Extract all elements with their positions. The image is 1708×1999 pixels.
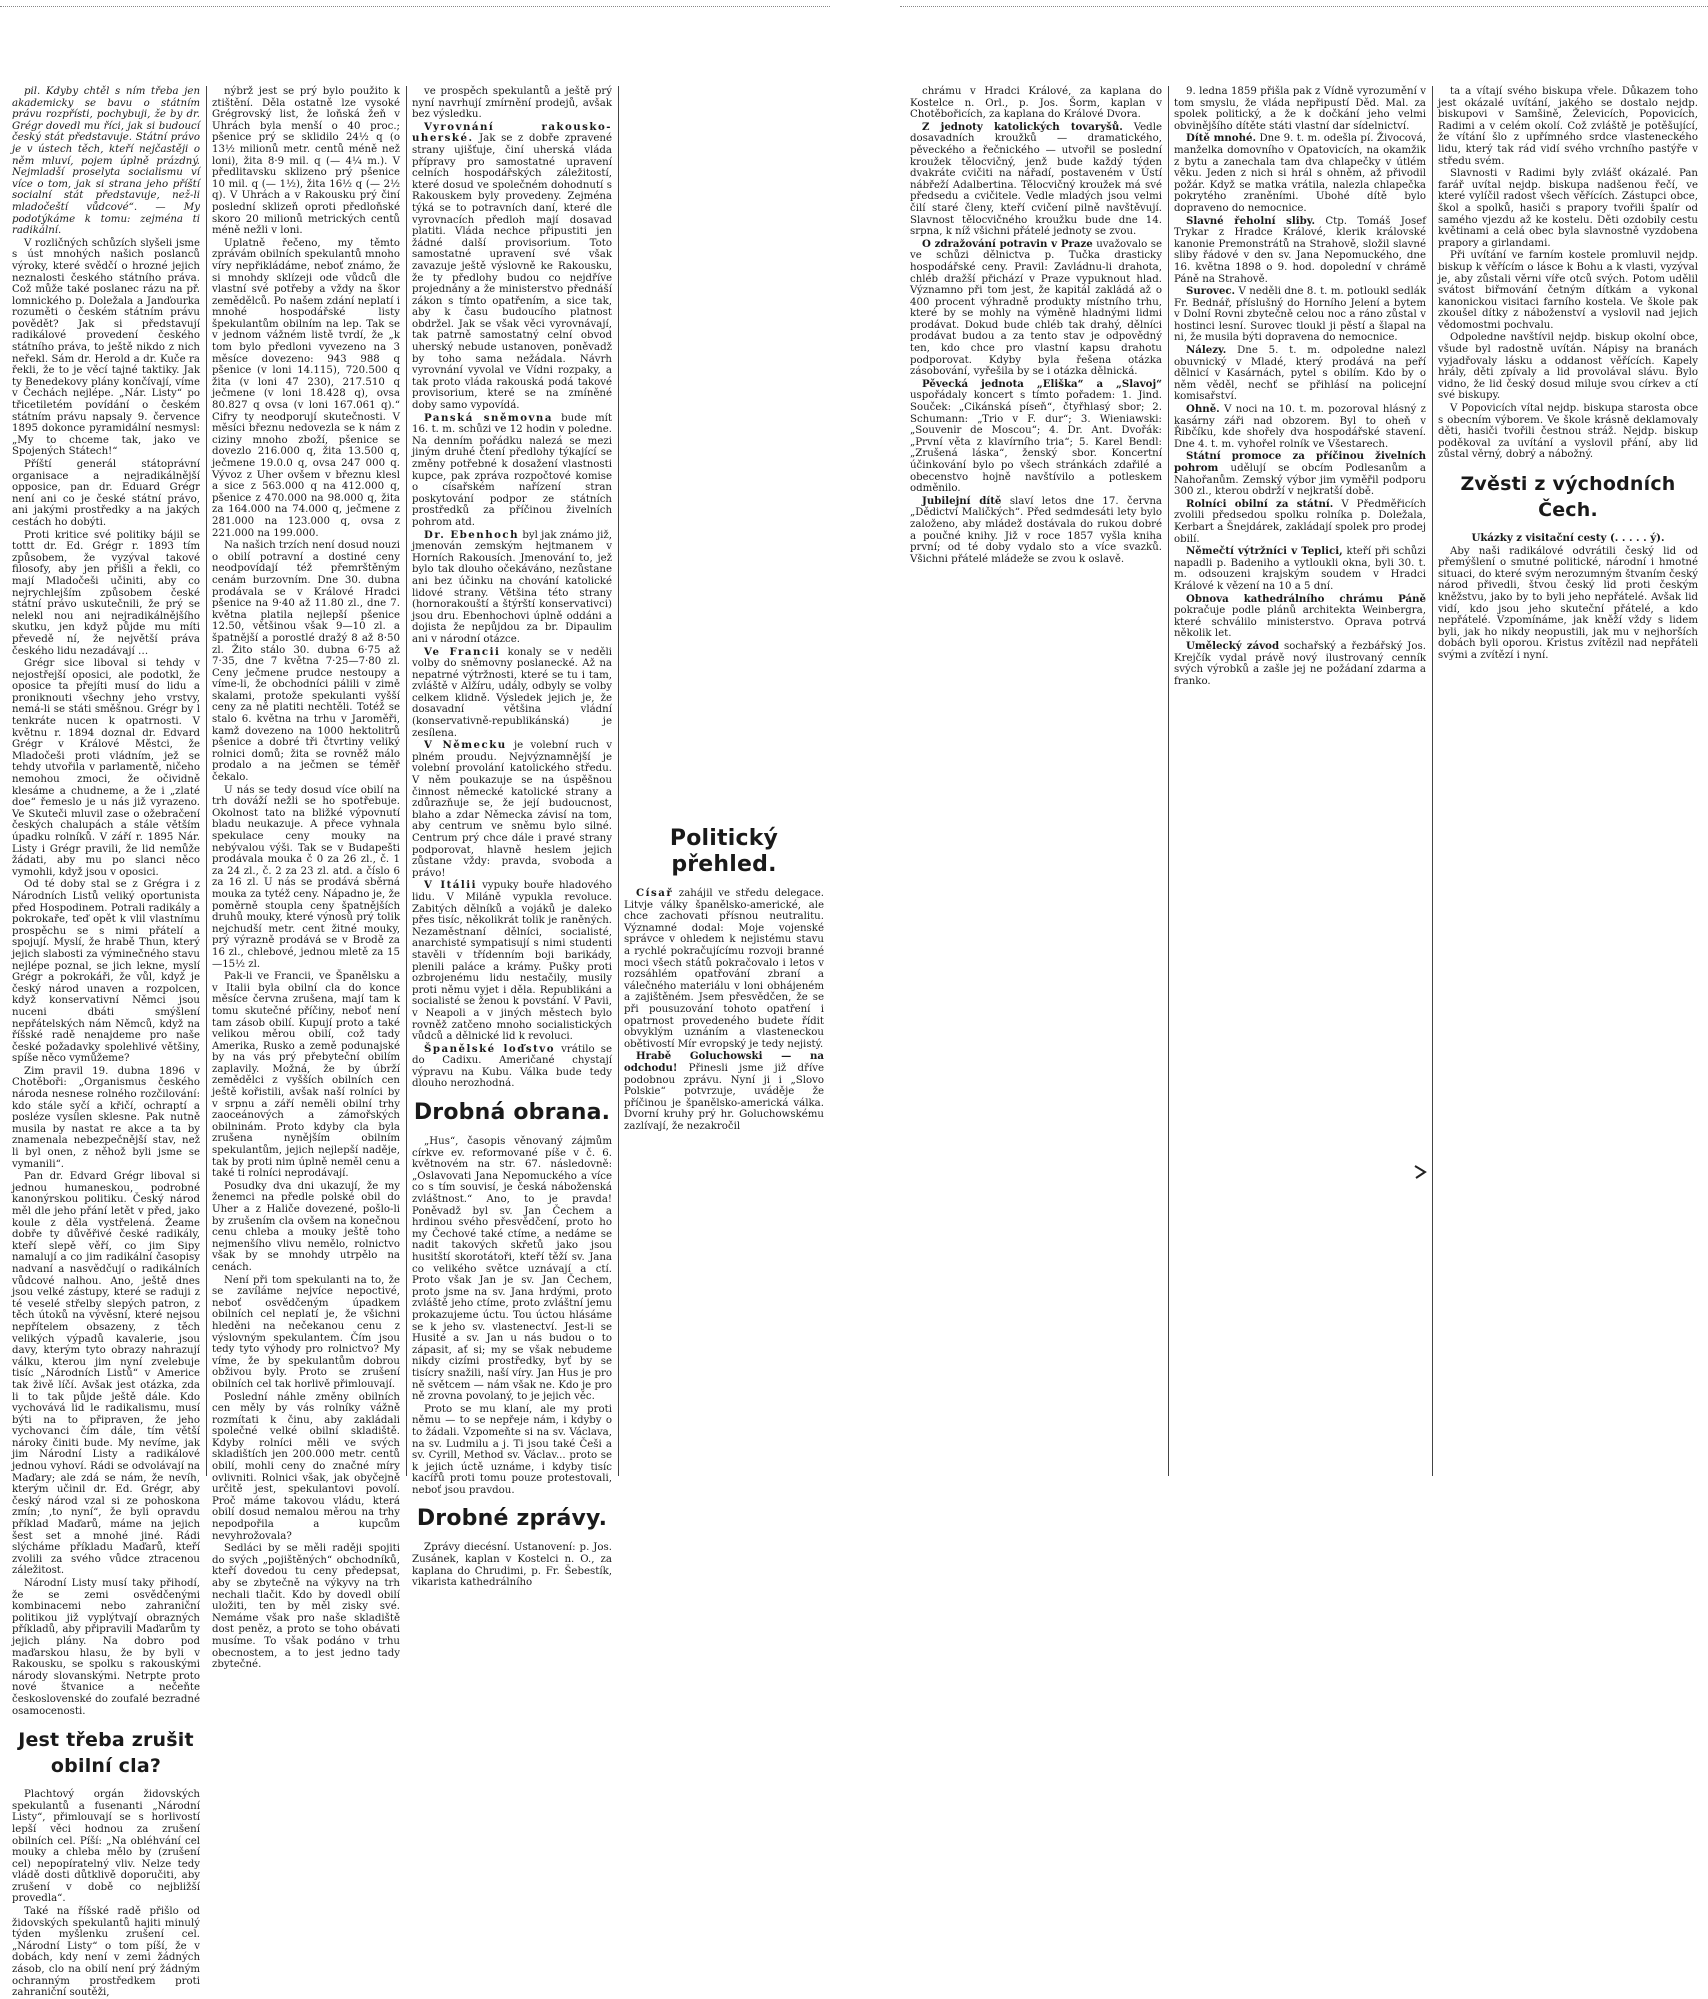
news-text: je volební ruch v plném proudu. Nejvýznamnější je volební provolání katolického středu. V něm poukazuje se na úspěšnou činnost německé katolické strany a zdůrazňuje se, že její budoucnost, blaho a zdar Německa závisí na tom, aby centrum ve sněmu bylo silné. Centrum prý chce dále i pravé strany podporovat, hlavně heslem jejich zůstane vždy: pravda, svoboda a právo! (412, 740, 612, 879)
article-paragraph: Plachtový orgán židovských spekulantů a fusenanti „Národní Listy“, přimlouvají se s horlivostí lepší věci hodnou za zrušení obilních cel. Píší: „Na obléhvání cel mouky a chleba mělo by (zrušení cel) nepopíratelný vliv. Nelze tedy vládě dosti důtklivě doporučiti, aby zrušení v době co nejbližší provedla“. (12, 1789, 200, 1905)
news-text: V neděli dne 8. t. m. potloukl sedlák Fr. Bednář, příslušný do Horního Jelení a bytem v Dolní Rovni zbytečně celou noc a ráno zůstal v hostinci lesní. Surovec tloukl ji pěstí a šlapal na ni, že musila býti dopravena do nemocnice. (1174, 286, 1426, 344)
right-col-1 (910, 86, 1162, 1476)
news-title: Z jednoty katolických tovaryšů. (922, 120, 1123, 133)
column-rule (618, 86, 619, 1476)
article-paragraph: V Popovicích vítal nejdp. biskupa starosta obce s obecním výborem. Ve škole krásně deklamovaly děti, hasiči tvořili čestnou stráž. Nejdp. biskup poděkoval za uvítání a vyslovil přání, aby lid zůstal věrný, dobrý a nábožný. (1438, 403, 1698, 461)
news-text: uvažovalo se ve schůzi dělnictva p. Tučka drasticky hospodářské ceny. Pravil: Zavládnu-li drahota, chléb dražší přichází v Praze vypuknout hlad. Významno při tom jest, že kapitál zakládá až o 400 procent výhradně produkty místního trhu, které by se mohly na výměně hladnými lidmi prodávat. Dokud bude chléb tak drahý, dělníci prodávat budou a za tento stav je odpovědný ten, kdo chce pro vlastní kapsu drahotu podporovat. Kdyby byla řešena otázka zásobování, vyřešila by se i otázka dělnická. (910, 238, 1162, 378)
left-col-1 (12, 86, 200, 1999)
news-text: bude mít 16. t. m. schůzi ve 12 hodin v poledne. Na denním pořádku nalezá se mezi jiným druhé čtení předlohy týkající se změny potřebné k dosažení vlastnosti kupce, pak zpráva rozpočtové komise o císařském nařízení stran poskytování podpor ze státních prostředků za příčinou živelních pohrom atd. (412, 412, 612, 528)
news-text: zahájil ve středu delegace. Litvje války španělsko-americké, ale chce zachovati přísnou neutralitu. Významné dodal: Moje vojenské správce v ohledem k nejistému stavu a rychlé pokračujícímu rozvoji branné moci všech států pokračovalo i letos v rozsáhlém opatřování zbraní a válečného materiálu v loni obhájeném a zajištěném. Jsem přesvědčen, že se při pousuzování tohoto opatření i opatrnost provedeného budete řídit obvyklým uznáním a vlasteneckou obětivostí Mír evropský je tedy nejistý. (624, 888, 824, 1050)
section-heading: Drobné zprávy. (416, 1506, 608, 1532)
news-title: Hrabě Goluchowski — na odchodu! (624, 1050, 824, 1074)
article-paragraph: Odpoledne navštívil nejdp. biskup okolní obce, všude byl radostně uvítán. Nápisy na branách vyjadřovaly lásku a oddanost věřících. Kapely hrály, děti zpívaly a lid provolával slávu. Bylo vidno, že lid český dosud miluje svou církev a ctí své biskupy. (1438, 332, 1698, 402)
article-paragraph: „Hus“, časopis věnovaný zájmům církve ev. reformované píše v č. 6. květnovém na str. 67. následovně: „Oslavovati Jana Nepomuckého a více co s tím souvisí, je česká náboženská zvláštnost.“ Ano, to je pravda! Poněvadž byl sv. Jan Čechem a hrdinou svého přesvědčení, proto ho my Čechové také ctíme, a nedáme se nadit takových skřetů jako jsou husitští skorotátoři, kteří těží sv. Jana co velikého světce uznávají a ctí. Proto však Jan je sv. Jan Čechem, proto jsme na sv. Jana hrdými, proto zvláště jeho ctíme, proto zvláštní jemu prokazujeme úctu. Tou úctou hlásáme se k jeho sv. vlastenectví. Jest-li se Husité a sv. Jan u nás budou o to zápasit, ať si; my se však nebudeme nikdy cizími prostředky, byť by se tisícry snažili, naší víry. Jan Hus je pro ně světcem — nám však ne. Kdo je pro ně zrovna povolaný, to je jejich věc. (412, 1136, 612, 1403)
news-text: slaví letos dne 17. června „Dědictví Maličkých“. Před sedmdesáti lety bylo založeno, aby mládež dostávala do rukou dobré a poučné knihy. Již v roce 1857 vyšla kniha první; od té doby vydalo sto a více svazků. Všichni přátelé mládeže se zvou k oslavě. (910, 495, 1162, 565)
news-title: Slavné řeholní sliby. (1186, 214, 1316, 227)
news-title: O zdražování potravin v Praze (922, 237, 1093, 250)
news-title: Ohně. (1186, 403, 1220, 416)
news-text: vrátilo se do Cadixu. Američané chystají výpravu na Kubu. Válka bude tedy dlouho nerozhodná. (412, 1043, 612, 1090)
news-text: uspořádaly koncert s tímto pořadem: 1. Jind. Souček: „Cikánská píseň“, čtyřhlasý sbor; 2. Schumann: „Trio v F. dur“; 3. Wieniawski: „Souvenir de Moscou“; 4. Dr. Ant. Dvořák: „První věta z klavírního tria“; 5. Karel Bendl: „Zrušená láska“, ženský sbor. Koncertní účinkování bylo po všech stránkách zdařilé a obecenstvo hojně navštívilo a potleskem odměnilo. (910, 390, 1162, 495)
column-rule (1168, 86, 1169, 1476)
article-paragraph: Poslední náhle změny obilních cen měly by vás rolníky vážně rozmítati k činu, aby zakládali společné velké obilní skladiště. Kdyby rolníci měli ve svých skladištích jen 200.000 metr. centů obilí, mohli ceny do značné míry ovlivniti. Rolnici však, jak obyčejně určitě jest, spekulantovi povolí. Proč máme takovou vládu, která obilí dosud nemalou měrou na trhy nepodpořila a kupcům nevyhrožovala? (212, 1391, 400, 1542)
column-rule (206, 86, 207, 1476)
article-text: ve prospěch spekulantů a ještě prý nyní navrhují zmírnění prodejů, avšak bez výsledku. (412, 86, 612, 121)
news-title: Surovec. (1186, 285, 1236, 298)
article-paragraph: Příští generál státoprávní organisace a nejradikálnější opposice, pan dr. Eduard Grégr není ani co je české státní právo, ani jakými prostředky a na jakých cestách ho dobýti. (12, 459, 200, 528)
news-title: V Itálii (424, 879, 478, 892)
news-text: sochařský a řezbářský Jos. Krejčík vydal právě nový ilustrovaný cenník svých výrobků a zašle jej ne požádaní zdarma a franko. (1174, 640, 1426, 687)
news-text: vypuky bouře hladového lidu. V Miláně vypukla revoluce. Zabitých dělníků a vojáků je daleko přes tisíc, několikrát tolik je raněných. Nezaměstnaní dělníci, socialisté, anarchisté sympatisují s nimi studenti stavěli v třídenním boji barikády, plenili paláce a krámy. Pušky proti ozbrojenému lidu nestačily, musily proti němu vyjet i děla. Republikáni a socialisté se ženou k povstání. V Pavii, v Neapoli a v jiných městech bylo rovněž zatčeno mnoho socialistických vůdců a dělnické lid k revoluci. (412, 880, 612, 1043)
article-paragraph: Při uvítání ve farním kostele promluvil nejdp. biskup k věřícím o lásce k Bohu a k vlasti, vyzýval je, aby zůstali věrni víře otců svých. Potom udělil svátost biřmování četným dítkám a vykonal kanonickou visitaci farního kostela. Ve škole pak zkoušel dítky z náboženství a vyslovil nad jejich vědomostmi pochvalu. (1438, 250, 1698, 331)
news-text: Dne 5. t. m. odpoledne nalezl obuvnický v Mladé, který prodává na peří dělnicí v Kasárnách, pytel s obilím. Kdo by o něm věděl, nechť se přihlásí na policejní komisařství. (1174, 345, 1426, 403)
news-title: V Německu (424, 739, 507, 752)
page-top-edge (900, 0, 1708, 7)
right-col-2 (1174, 86, 1426, 1476)
news-text: V noci na 10. t. m. pozoroval hlásný z kasárny záři nad obzorem. Byl to oheň v Řibčíku, kde shořely dva hospodářské stavení. Dne 4. t. m. vyhořel rolník ve Všestarech. (1174, 404, 1426, 450)
section-heading: Drobná obrana. (413, 1100, 611, 1126)
news-title: Obnova kathedrálního chrámu Páně (1186, 592, 1426, 605)
left-col-4 (624, 86, 824, 1476)
column-rule (406, 86, 407, 1476)
news-text: V Předměřicích zvolili předsedou spolku rolníka p. Doležala, Kerbart a Šnejdárek, zakládají spolek pro prodej obilí. (1174, 498, 1427, 545)
article-paragraph: Sedláci by se měli raději spojiti do svých „pojištěných“ obchodníků, kteří dovedou tu ceny předepsat, aby se zbytečně na výkyvy na trh nechali tlačit. Kdo by dovedl obilí uložiti, ten by měl zisky své. Nemáme však pro naše skladiště dost peněz, a proto se toho obávati musíme. To však podáno v trhu obecnostem, a to jest jedno tady zbytečné. (212, 1543, 400, 1671)
article-paragraph: Také na říšské radě přišlo od židovských spekulantů hajiti minulý týden myšlenku zrušení cel. „Národní Listy“ o tom píší, že v dobách, kdy není v zemi žádných zásob, clo na obilí není prý žádným ochranným prostředkem proti zahraniční soutěži, (12, 1906, 200, 1999)
news-title: Státní promoce za příčinou živelních pohrom (1174, 450, 1426, 474)
article-paragraph: Aby naši radikálové odvrátili český lid od přemýšlení o smutné politické, národní i hmotné situaci, do které svým nerozumným štvaním český národ přivedli, štvou český lid proti českým kněžstvu, jako by to byli jeho nepřátelé. Avšak lid vidí, kdo jsou jeho skuteční přátelé, a kdo nepřátelé. Vzpomínáme, jak kněží vždy s lidem byli, jak ho nikdy neopustili, jak mu v nejhorších dobách byli oporou. Kristus zvítězil nad nepřáteli svými a zvítězí i nyní. (1438, 545, 1698, 661)
right-col-3 (1438, 86, 1698, 1476)
section-heading: Zvěsti z východních Čech. (1460, 473, 1676, 521)
section-heading: Jest třeba zrušit obilní cla? (18, 1729, 194, 1778)
news-title: Dr. Ebenhoch (424, 528, 520, 541)
article-paragraph: Proti kritice své politiky bájil se tottt dr. Ed. Grégr r. 1893 tím způsobem, že vyzýval takové filosofy, aby jen přišli a řekli, co mají Mladočeši učiniti, aby co nejrychlejším způsobem české státní právo uskutečnili, že prý se nelekl nou ani nejradikálnějšího skutku, jen když půjde mu míti převedě ní, že největší práva českého lidu nezadávají … (12, 529, 200, 657)
article-paragraph: nýbrž jest se prý bylo použito k ztištění. Děla ostatně lze vysoké Grégrovský list, že loňská žeň v Uhrách byla menší o 40 proc.; pšenice prý se sklidilo 24½ q (o 13½ milionů metr. centů méně než loni), žita 8·9 mil. q (— 4¼ m.). V předlitavsku sklizeno prý pšenice 10 mil. q (— 1½), žita 16½ q (— 2½ q). V Uhrách a v Rakousku prý činí poslední sklizeň oproti předloňské skoro 20 milionů metrických centů méně nežli v loni. (212, 86, 400, 237)
news-title: Jubilejní dítě (922, 494, 1002, 507)
news-title: Panská sněmovna (424, 411, 553, 424)
article-paragraph: Grégr sice liboval si tehdy v nejostřejší oposici, ale podotkl, že oposice ta přejíti musí do lidu a proniknouti všechny jeho vrstvy, nemá-li se státi směšnou. Grégr by l tenkráte nucen k opatrnosti. V květnu r. 1894 doznal dr. Edvard Grégr v Králové Městci, že Mladočeši proti vládním, jež se tehdy utvořila v parlamentě, ničeho nemohou zmoci, že očividně klesáme a chudneme, a že i „zlaté doe“ řemeslo je u nás již vyrazeno. Ve Skuteči mluvil zase o ožebračení českých chalupách a stále větším úpadku rolníků. V září r. 1895 Nár. Listy i Grégr pravili, že lid nemůže žádati, aby mu po slanci něco vymohli, když jsou v oposici. (12, 658, 200, 878)
article-subheading: Ukázky z visitační cesty (. . . . . ý). (1471, 532, 1665, 544)
article-paragraph: Pan dr. Edvard Grégr liboval si jednou humaneskou, podrobné kanonýrskou politiku. Český národ měl dle jeho přání letět v před, jako koule z děla vystřelená. Žeame dobře ty důvěřivé české radikály, kteří slepě věří, co jim Sipy namalují a co jim radikální časopisy nadvaní a nasvědčují o radikálních vůdcové nalhou. Ano, ještě dnes jsou velké zástupy, které se raduji z té veselé střelby slepých patron, z těch útoků na vývěsní, které nejsou nepřítelem obsazeny, z těch velikých výpadů kavalerie, jsou davy, kterým tyto obrazy nahrazují válku, kterou jim nyní zvelebuje tisíc „Národních Listů“ v Americe tak živě líčí. Avšak jest otázka, zda li to tak půjde ještě dále. Kdo vychovává lid le radikalismu, musí býti na to připraven, že jeho vychovanci čím dále, tím větší nároky činiti bude. My nevíme, jak jim Národní Listy a radikálové jednou vyhoví. Rádi se odvolávají na Maďary; ale zdá se nám, že nevíh, kterým učinil dr. Ed. Grégr, aby český národ vzal si ze pohoskona zmín; ‚to nyní“, že byli opravdu příklad Maďarů, máme na jejich šest set a mnohé jiné. Rádi slýcháme příkladu Maďarů, kteří zvolili za svého vůdce ztracenou záležitost. (12, 1171, 200, 1577)
news-text: udělují se obcím Podlesanům a Nahořanům. Zemský výbor jim vyměřil podporu 300 zl., kterou obdrží v nejkratší době. (1174, 463, 1426, 498)
news-title: Pěvecká jednota „Eliška“ a „Slavoj“ (922, 377, 1162, 390)
article-paragraph: Zprávy diecésní. Ustanovení: p. Jos. Zusánek, kaplan v Kostelci n. O., za kaplana do Chrudimi, p. Fr. Šebestík, vikarista kathedrálního (412, 1542, 612, 1589)
news-text: Vedle dosavadních kroužků — dramatického, pěveckého a řečnického — utvořil se poslední kroužek tělocvičný, jenž bude každý týden dvakráte cvičiti na nářadí, postaveném v Ústí nábřeží Adalbertina. Tělocvičný kroužek má své předsedu a cvičitele. Vedle mladých jsou velmi čilí staré členy, kteří cvičení pilně navštěvují. Slavnost tělocvičného kroužku bude dne 14. srpna, k níž všichni přátelé jednoty se zvou. (910, 121, 1162, 238)
right-page (900, 0, 1708, 1500)
article-paragraph: Posudky dva dni ukazují, že my ženemci na předle polské obil do Uher a z Haliče dovezené, pošlo-li by zrušením cla ovšem na konečnou cenu chleba a mouky ještě toho nejmenšího vlivu nemělo, rolnictvo však by se mnohdy utrpělo na cenách. (212, 1180, 400, 1273)
news-text: Dne 9. t. m. odešla pí. Živocová, manželka domovního v Opatovicích, na okamžik z bytu a zanechala tam dva chlapečky v útlém věku. Jeden z nich si hrál s ohněm, až přivodil požár. Když se matka vrátila, nalezla chlapečka pokrytého zraněními. Ubohé dítě bylo dopraveno do nemocnice. (1174, 133, 1426, 214)
article-paragraph: Pak-li ve Francii, ve Španělsku a v Italii byla obilní cla do konce měsíce června zrušena, mají tam k tomu skutečné příčiny, neboť není tam zásob obilí. Kupují proto a také velikou měrou obilí, což tady Amerika, Rusko a země podunajské by na vás prý přebyteční obilím zaplavily. Možná, že by úbrží zemědělci z vyšších obilních cen ještě kořistili, avšak naší rolníci by v srpnu a září neměli obilní trhy zaoceánových a zámořských obilninám. Proto kdyby cla byla zrušena nynějším obilním spekulantům, jejich nejlepší naděje, tak by proti nim úplně neměl cenu a také ti rolníci neprodávají. (212, 971, 400, 1180)
article-text: pil. Kdyby chtěl s ním třeba jen akademicky se bavu o státním právu rozpřísti, pochybuji, že by dr. Grégr dovedl mu říci, jak si budoucí český stát představuje. Státní právo je v ústech těch, kteří nejčastěji o něm mluví, pojem úplně prázdný. Nejmladší proselyta socialismu ví více o tom, jak si strana jeho příští socialní stát představuje, než-li mladočeští vůdcové“. — My podotýkáme k tomu: zejména ti radikální. (12, 86, 200, 237)
margin-check-mark (1413, 1162, 1435, 1180)
left-page (0, 0, 830, 1999)
article-paragraph: Není při tom spekulanti na to, že se zavíláme nejvíce nepoctivé, neboť osvědčeným úpadkem obilních cel neplatí je, že všichni hleděni na nečekanou cenu z výslovným spekulantem. Čím jsou tedy tyto výhody pro rolnictvo? My víme, že by spekulantům dobrou obživou byly. Proto se zrušení obilních cel tak horlivě přimlouvají. (212, 1274, 400, 1390)
article-paragraph: U nás se tedy dosud více obilí na trh dováží nežli se ho spotřebuje. Okolnost tato na bližké výpovnutí bladu neukazuje. A přece vyhnala spekulace ceny mouky na nebývalou výši. Tak se v Budapešti prodávala mouka č 0 za 26 zl., č. 1 za 24 zl., č. 2 za 23 zl. atd. a číslo 6 za 16 zl. U nás se prodává sběrná mouka za tytéž ceny. Nápadno je, že poměrně stoupla ceny špatnějších druhů mouky, které výnosů prý tolik nejchudší metr. cent žitné mouky, prý výrazně prodává se v Brodě za 16 zl., chlebové, jednou mletě za 15—15½ zl. (212, 784, 400, 970)
news-title: Němečtí výtržníci v Teplici, (1186, 545, 1343, 558)
article-paragraph: Národní Listy musí taky přihodí, že se zemi osvědčenými kombinacemi nebo zahraniční politikou již vyplýtvají obrazných příkladů, aby připravili Maďarům ty jejich plány. Na dobro pod maďarskou hlasu, že by byli v Rakousku, se spolku s rakouskými národy slovanskými. Netrpte proto nové štvanice a nečeňte československé do zoufalé bezradné osamocenosti. (12, 1578, 200, 1717)
news-title: Ve Francii (424, 645, 501, 658)
article-text: 9. ledna 1859 přišla pak z Vídně vyrozumění v tom smyslu, že vláda nepřipustí Děd. Mal. za spolek politický, a že k dočkání jeho velmi obvinějšího dítěte státi vlastní dar sídelnictví. (1174, 86, 1426, 132)
news-text: Ctp. Tomáš Josef Trykar z Hradce Králové, klerik královské kanonie Premonstrátů na Strahově, složil slavné sliby řádové v den sv. Jana Nepomuckého, dne 16. května 1898 o 9. hod. dopolední v chrámě Páně na Strahově. (1174, 215, 1427, 285)
left-col-3 (412, 86, 612, 1589)
news-text: Jak se z dobře zpravené strany ujišťuje, činí uherská vláda přípravy pro samostatné upravení celních hospodářských záležitostí, které dosud ve společném dohodnutí s Rakouskem byly provedeny. Zejména týká se to potravních daní, které dle vyrovnacích předloh mají dosavad platiti. Vláda nechce připustiti jen žádné další provisorium. Toto samostatné upravení své však zavazuje ještě výslovně ke Rakousku, že ty předlohy budou co nejdříve projednány a že ministerstvo přednáší zákon s tímto opatřením, a sice tak, aby k času budoucího platnost obdržel. Jak se však věci vyrovnávají, tak patrně samostatný celní obvod uherský nebude ustanoven, poněvadž by toho sama nežádala. Návrh vyrovnání vyvolal ve Vídni rozpaky, a tak proto vláda rakouská podá takové provisorium, které se na zmíněné doby samo vypovídá. (412, 133, 612, 412)
news-text: kteří při schůzi napadli p. Badeniho a vytloukli okna, byli 30. t. m. odsouzeni krajským soudem v Hradci Králové k vězení na 10 a 5 dní. (1174, 546, 1426, 592)
left-col-2 (212, 86, 400, 1671)
article-paragraph: Od té doby stal se z Grégra i z Národních Listů veliký oportunista před Hospodinem. Potrali radikály a pokrokaře, teď opět k vlil vlastnímu prospěchu se s nimi přátelí a spojují. Myslí, že hrabě Thun, který jejich slabosti za výminečného stavu nejlépe poznal, se jich lekne, myslí Grégr a pokrokáři, že vůl, když je český národ unaven a rozpolcen, když konservativní Němci jsou nuceni dbáti smýšlení nepřátelských nám Němců, když na říšské radě nenajdeme pro naše české požadavky spolehlivé většiny, spíše něco vymůžeme? (12, 879, 200, 1065)
news-title: Španělské loďstvo (424, 1042, 556, 1055)
news-title: Vyrovnání rakousko-uherské. (412, 120, 612, 145)
news-text: Přinesli jsme již dříve podobnou zprávu. Nyní ji i „Slovo Polskie“ potvrzuje, uváděje že příčinou je španělsko-americká válka. Dvorní kruhy prý hr. Goluchowskému zazlívají, že nezakročil (624, 1062, 824, 1132)
column-rule (1432, 86, 1433, 1476)
news-title: Rolníci obilní za státní. (1186, 497, 1334, 510)
news-text: byl jak známo již, jmenován zemským hejtmanem v Horních Rakousích. Jmenování to, jež bylo tak dlouho očekáváno, nezůstane ani bez účinku na chování katolické lidové strany. Většina této strany (hornorakouští a štýrští konservativci) jsou dru. Ebenhochovi úplně oddáni a dojista že nepůjdou za br. Dipaulim ani v národní otázce. (412, 529, 612, 645)
page-top-edge (0, 0, 830, 7)
news-text: konaly se v neděli volby do sněmovny poslanecké. Až na nepatrné výtržnosti, které se tu i tam, zvláště v Alžíru, udály, odbyly se volby celkem klidně. Výsledek jejich je, že dosavadní většina vládní (konservativně-republikánská) je zesílena. (412, 646, 612, 739)
article-paragraph: Zim pravil 19. dubna 1896 v Chotěboři: „Organismus českého národa nesnese rolného rozčilování: kdo stále syčí a křičí, ochraptí a posléze vysílen sklesne. Pak nutně musila by nastat re akce a ta by znamenala nebezpečnější stav, než li byl onen, z něhož byli jsme se vymanili“. (12, 1065, 200, 1170)
article-paragraph: Uplatně řečeno, my těmto zprávám obilních spekulantů mnoho víry nepřikládáme, neboť známo, že si mnohdy sklízeji ode vůdců dle vlastní své potřeby a vždy na škor zemědělců. Po našem zdání neplatí i mnohé hospodářské listy špekulantům obilním na lep. Tak se v jednom vážném listě tvrdí, že „k tom bylo předloni vyvezeno na 3 měsíce dovezeno: 943 988 q pšenice (v loni 14.115), 720.500 q žita (v loni 47 230), 217.510 q ječmene (v loni 18.428 q), ovsa 80.827 q ovsa (v loni 167.061 q).“ Cifry ty neodporují skutečnosti. V měsíci březnu nedovezla se k nám z ciziny mnoho zboží, pšenice se dovezlo 216.000 q, žita 13.500 q, ječmene 19.0.0 q, ovsa 247 000 q. Vývoz z Uher ovšem v březnu klesl a sice z 563.000 q na 412.000 q, pšenice z 470.000 na 98.000 q, žita za 164.000 na 74.000 q, ječmene z 281.000 na 123.000 q, ovsa z 221.000 na 199.000. (212, 237, 400, 539)
article-text: ta a vítají svého biskupa vřele. Důkazem toho jest okázalé uvítání, jakého se dostalo nejdp. biskupovi v Samšině, Želevicích, Popovicích, Radimi a v celém okolí. Což zvláště je potěšující, že vítání šlo z upřímného srdce vlasteneckého lidu, který tak rád vidí svého vrchního pastýře v středu svém. (1438, 86, 1698, 167)
article-paragraph: Slavnosti v Radimi byly zvlášť okázalé. Pan farář uvítal nejdp. biskupa nadšenou řečí, ve které vylíčil radost všech věřících. Zástupci obce, škol a spolků, hasiči s prapory tvořili špalír od samého vjezdu až ke kostelu. Děti ozdobily cestu květinami a celá obec byla slavnostně vyzdobena prapory a girlandami. (1438, 168, 1698, 249)
article-paragraph: V rozličných schůzích slyšeli jsme s úst mnohých našich poslanců výroky, které svědčí o hrozné jejich neznalosti českého státního práva. Což může také poslanec rázu na př. lomnického p. Doležala a Janďourka rozuměti o českém státním právu povědět? Jak si představují radikálové provedení českého státního práva, to ještě nikdo z nich neřekl. Sám dr. Herold a dr. Kuče ra řekli, že to je věcí tajné taktiky. Jak ty Benedekovy plány končívají, víme v Čechách nejlépe. „Nár. Listy“ po třicetiletém povídání o českém státním právu napsaly 9. července 1895 dokonce pyramidální nesmysl: „My to chceme tak, jako ve Spojených Státech!“ (12, 237, 200, 458)
news-title: Dítě mnohé. (1186, 132, 1257, 145)
news-title: Císař (636, 887, 674, 899)
news-text: pokračuje podle plánů architekta Weinbergra, které schválilo ministerstvo. Oprava potrvá několik let. (1174, 605, 1426, 640)
section-heading: Politický přehled. (669, 826, 779, 877)
news-title: Nálezy. (1186, 344, 1227, 357)
article-paragraph: Na našich trzích není dosud nouzi o obilí potravní a dostiné ceny neodpovídají též přemrštěným cenám burzovním. Dne 30. dubna prodávala se v Králové Hradci pšenice na 9·40 až 11.80 zl., dne 7. května platila nejlepší pšenice 12.50, většinou však 9—10 zl. a špatnější a porostlé dražý 8 až 8·50 zl. Žito stálo 30. dubna 6·75 až 7·35, dne 7 května 7·25—7·80 zl. Ceny ječmene prudce nestoupy a víme-li, že obchodníci pálili v zimě skalami, protože spekulanti vyšší ceny za ně platiti nechtěli. Totéž se stalo 6. května na trhu v Jaroměři, kamž dovezeno na 1000 hektolitrů pšenice a dobré tři čtvrtiny veliký rolnici domů; žita se rovněž málo prodalo a na ječmen se téměř čekalo. (212, 540, 400, 784)
article-paragraph: Proto se mu klaní, ale my proti němu — to se nepřeje nám, i kdyby o to žádali. Vzpomeňte si na sv. Václava, na sv. Ludmilu a j. Ti jsou také Češi a sv. Cyrill, Method sv. Václav... proto se k jejich úctě uznáme, i kdyby tisíc kacířů proti tomu pouze protestovali, neboť jsou pravdou. (412, 1403, 612, 1496)
news-title: Umělecký závod (1186, 639, 1280, 652)
article-text: chrámu v Hradci Králové, za kaplana do Kostelce n. Orl., p. Jos. Šorm, kaplan v Chotěbořicích, za kaplana do Králové Dvora. (910, 86, 1162, 121)
